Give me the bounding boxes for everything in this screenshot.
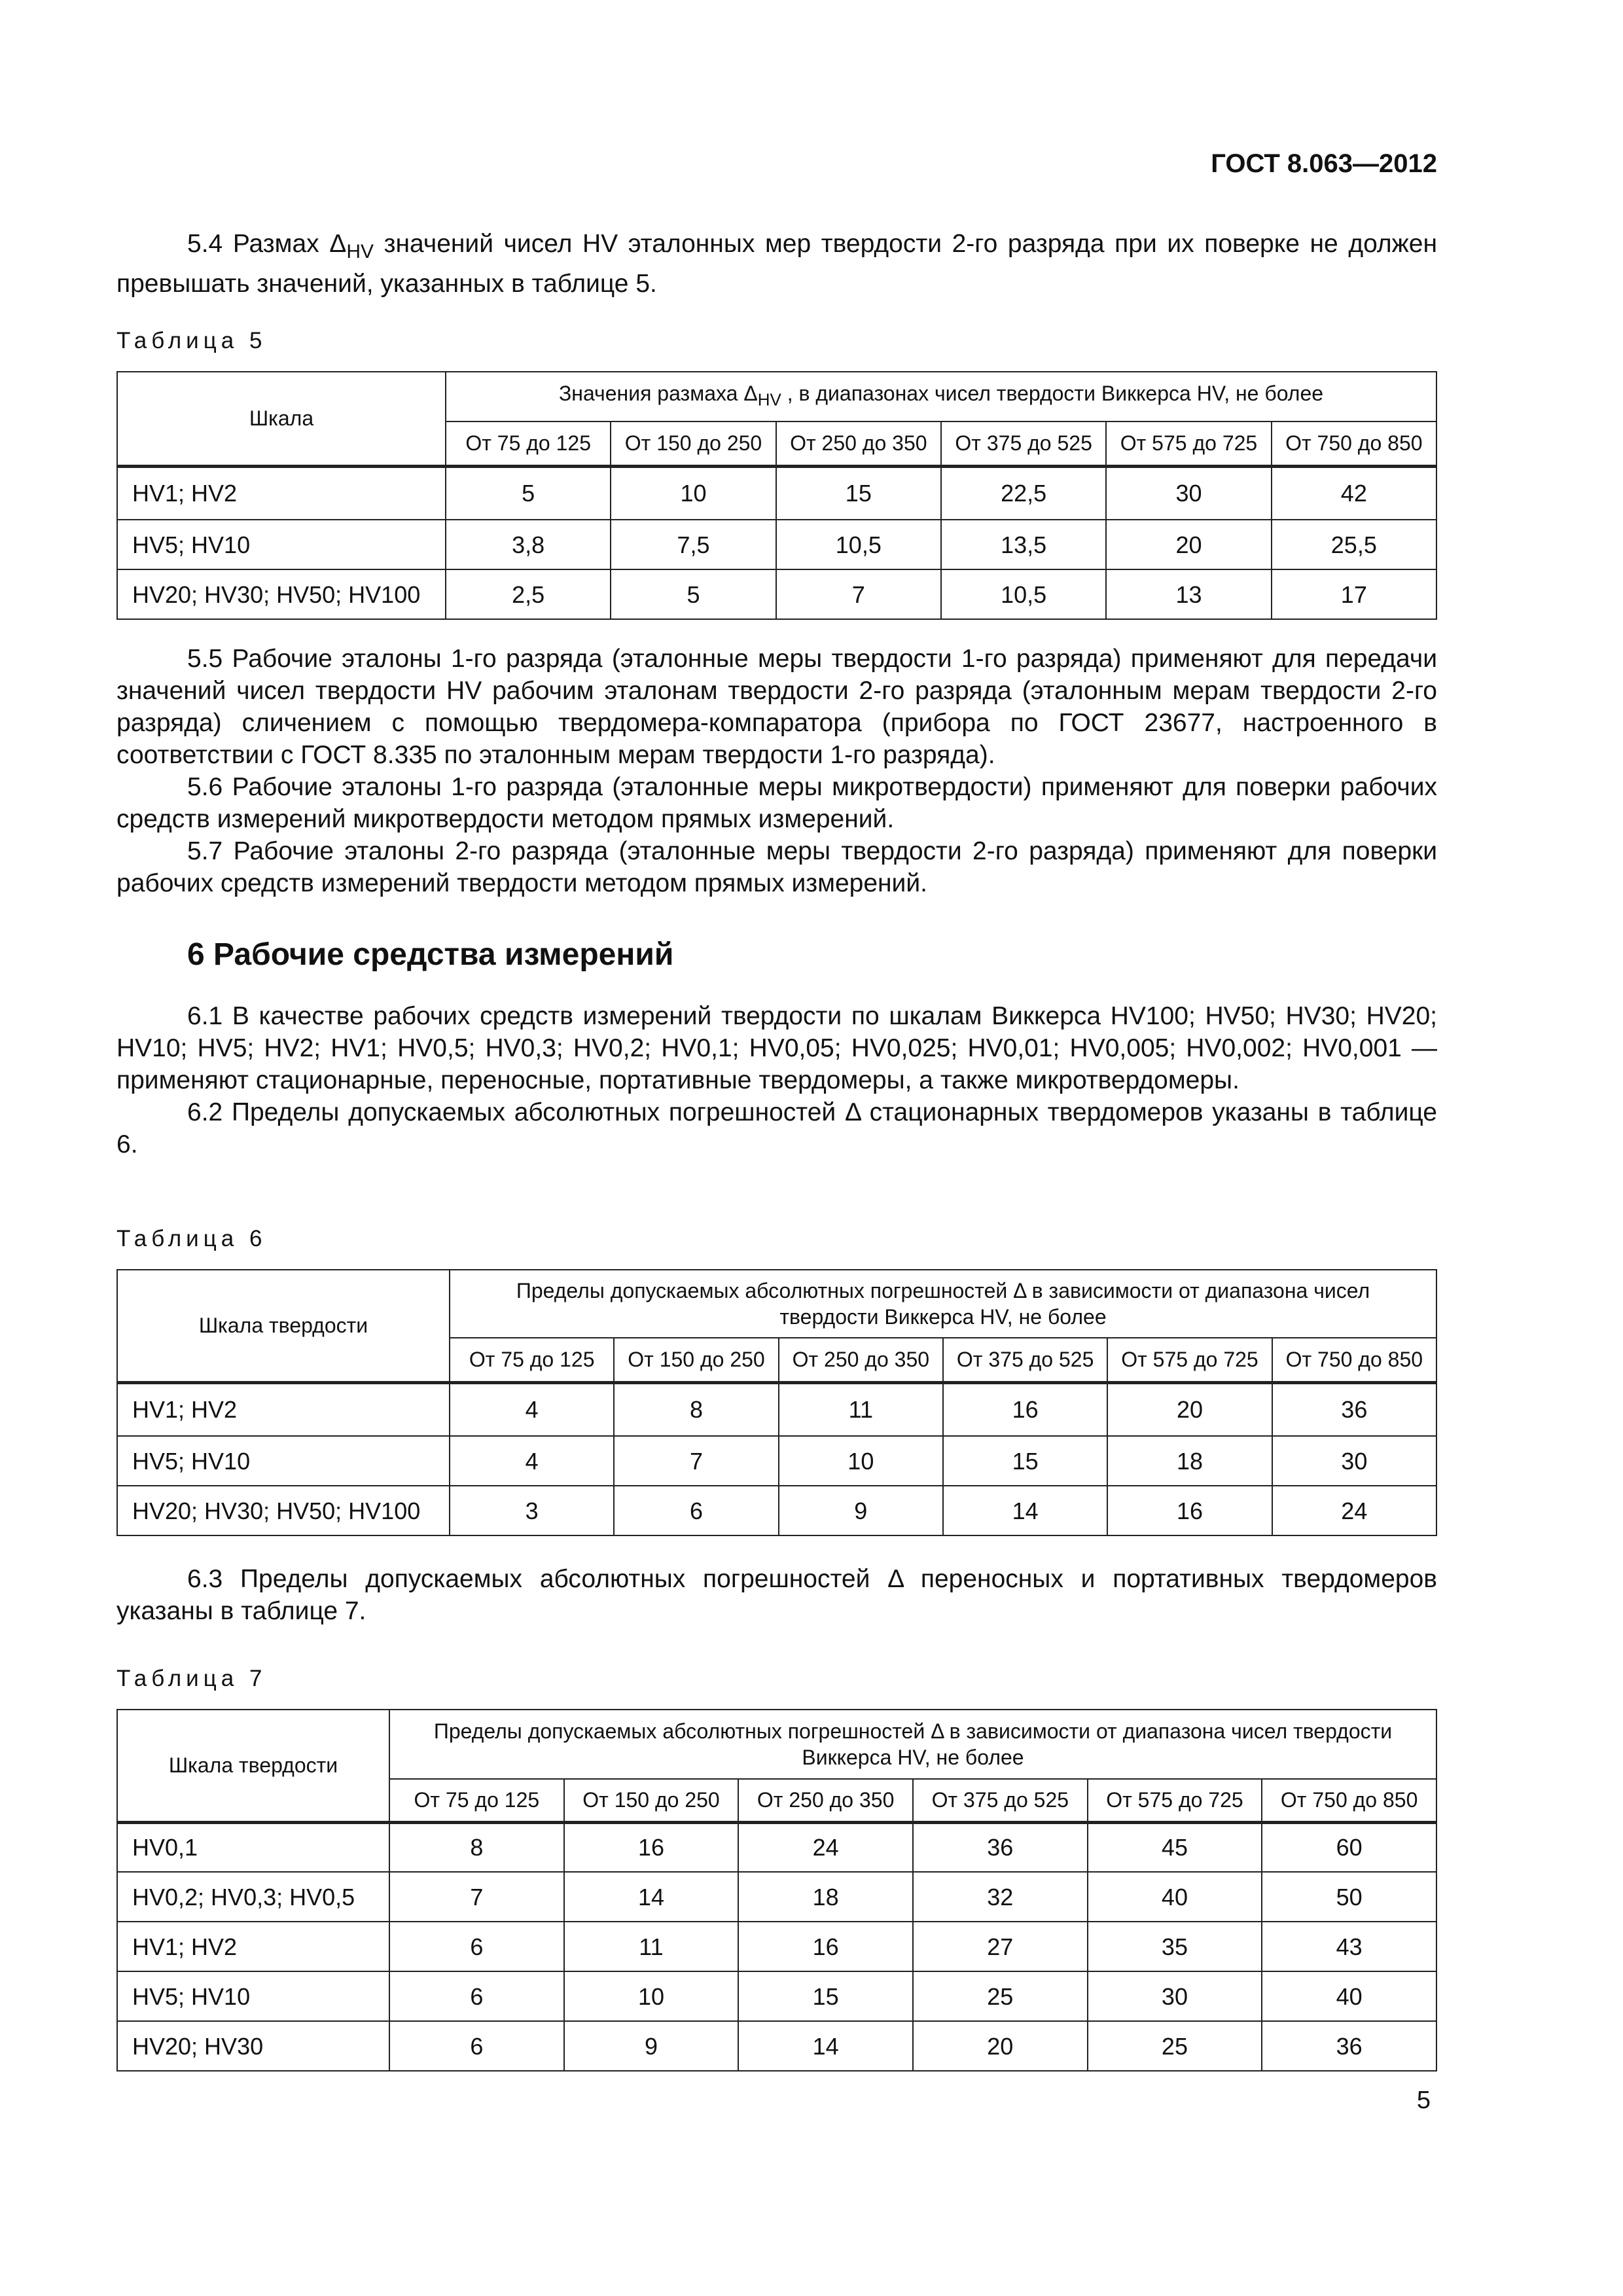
table-cell: 27 <box>913 1922 1088 1971</box>
table-cell: 18 <box>738 1872 913 1922</box>
table-cell: 20 <box>913 2021 1088 2071</box>
table-cell: 6 <box>614 1486 778 1535</box>
table-cell: 10,5 <box>941 569 1106 619</box>
table-cell: 50 <box>1262 1872 1436 1922</box>
table-row <box>117 1822 1436 1872</box>
table-6-group-header: Пределы допускаемых абсолютных погрешностей Δ в зависимости от диапазона чисел твердости Виккерса HV, не более <box>450 1270 1436 1338</box>
table-cell: 60 <box>1262 1822 1436 1872</box>
table-6-range-header: От 750 до 850 <box>1272 1338 1436 1382</box>
table-cell: 7 <box>389 1872 564 1922</box>
delta-symbol: Δ <box>329 230 347 258</box>
table-cell-scale: HV1; HV2 <box>117 1382 450 1436</box>
table-7-group-header: Пределы допускаемых абсолютных погрешностей Δ в зависимости от диапазона чисел твердости Виккерса HV, не более <box>389 1710 1436 1779</box>
table-row <box>117 1382 1436 1436</box>
table-cell: 13,5 <box>941 520 1106 569</box>
table-cell: 7,5 <box>611 520 776 569</box>
table-7-range-header: От 250 до 350 <box>738 1779 913 1822</box>
table-cell: 16 <box>564 1822 739 1872</box>
table-cell: 42 <box>1272 466 1436 520</box>
table-cell-scale: HV0,2; HV0,3; HV0,5 <box>117 1872 389 1922</box>
table-cell: 20 <box>1107 1382 1272 1436</box>
table-cell: 25 <box>913 1971 1088 2021</box>
table-row <box>117 1971 1436 2021</box>
table-cell-scale: HV1; HV2 <box>117 1922 389 1971</box>
table-cell: 9 <box>564 2021 739 2071</box>
table-cell: 6 <box>389 2021 564 2071</box>
table-cell: 45 <box>1088 1822 1262 1872</box>
table-cell: 7 <box>776 569 941 619</box>
table-row <box>117 1486 1436 1535</box>
table-6-range-header: От 150 до 250 <box>614 1338 778 1382</box>
table-cell: 16 <box>943 1382 1107 1436</box>
table-cell: 24 <box>738 1822 913 1872</box>
table-cell: 35 <box>1088 1922 1262 1971</box>
table-7-scale-header: Шкала твердости <box>117 1710 389 1822</box>
paragraphs-5-5-to-5-7 <box>116 643 1437 899</box>
p54-rest: значений чисел HV эталонных мер твердости 2-го разряда при их поверке не должен превышать значений, указанных в таблице 5. <box>116 230 1437 298</box>
delta-subscript: HV <box>346 240 374 262</box>
table-cell: 20 <box>1106 520 1271 569</box>
table-cell-scale: HV20; HV30; HV50; HV100 <box>117 569 446 619</box>
table-6 <box>116 1269 1437 1536</box>
table-cell: 10 <box>564 1971 739 2021</box>
table-cell: 30 <box>1088 1971 1262 2021</box>
table-cell-scale: HV5; HV10 <box>117 1971 389 2021</box>
table-7-range-header: От 375 до 525 <box>913 1779 1088 1822</box>
table-cell: 8 <box>389 1822 564 1872</box>
document-page <box>116 0 1437 2296</box>
table-7-block <box>116 1662 1437 2072</box>
table-cell: 14 <box>564 1872 739 1922</box>
table-6-scale-header: Шкала твердости <box>117 1270 450 1382</box>
table-6-caption: Таблица 6 <box>116 1226 267 1251</box>
table-cell: 4 <box>450 1436 614 1486</box>
paragraph-5-6: 5.6 Рабочие эталоны 1-го разряда (эталонные меры микротвердости) применяют для поверки рабочих средств измерений микротвердости методом прямых измерений. <box>116 773 1437 833</box>
table-cell: 40 <box>1088 1872 1262 1922</box>
table-cell: 10,5 <box>776 520 941 569</box>
table-5-group-header: Значения размаха $\Delta_{HV}$ , в диапазонах чисел твердости Виккерса HV, не более <box>446 372 1436 422</box>
table-cell: 7 <box>614 1436 778 1486</box>
table-cell: 36 <box>913 1822 1088 1872</box>
table-cell: 22,5 <box>941 466 1106 520</box>
table-cell: 6 <box>389 1971 564 2021</box>
table-cell-scale: HV0,1 <box>117 1822 389 1872</box>
table-cell: 14 <box>943 1486 1107 1535</box>
table-cell: 11 <box>779 1382 943 1436</box>
table-cell-scale: HV20; HV30; HV50; HV100 <box>117 1486 450 1535</box>
table-row <box>117 520 1436 569</box>
doc-code-header: ГОСТ 8.063—2012 <box>1211 149 1437 178</box>
table-cell: 24 <box>1272 1486 1436 1535</box>
paragraph-6-3-block <box>116 1563 1437 1627</box>
table-row <box>117 2021 1436 2071</box>
table-7-range-header: От 75 до 125 <box>389 1779 564 1822</box>
section-6-title: 6 Рабочие средства измерений <box>187 937 674 972</box>
table-7 <box>116 1709 1437 2072</box>
p54-prefix: 5.4 Размах <box>187 230 330 258</box>
page-number: 5 <box>1416 2087 1431 2114</box>
table-5-range-header: От 150 до 250 <box>611 422 776 466</box>
paragraph-5-7: 5.7 Рабочие эталоны 2-го разряда (эталонные меры твердости 2-го разряда) применяют для поверки рабочих средств измерений твердости методом прямых измерений. <box>116 837 1437 897</box>
table-cell: 10 <box>779 1436 943 1486</box>
paragraph-6-2: 6.2 Пределы допускаемых абсолютных погрешностей Δ стационарных твердомеров указаны в таблице 6. <box>116 1098 1437 1158</box>
section-6-paragraphs <box>116 1000 1437 1160</box>
table-cell: 16 <box>738 1922 913 1971</box>
paragraph-6-3: 6.3 Пределы допускаемых абсолютных погрешностей Δ переносных и портативных твердомеров указаны в таблице 7. <box>116 1565 1437 1625</box>
table-cell: 5 <box>446 466 611 520</box>
table-cell: 25,5 <box>1272 520 1436 569</box>
table-cell: 17 <box>1272 569 1436 619</box>
table-5-scale-header: Шкала <box>117 372 446 466</box>
table-cell: 11 <box>564 1922 739 1971</box>
table-cell-scale: HV20; HV30 <box>117 2021 389 2071</box>
table-5-caption: Таблица 5 <box>116 328 267 353</box>
table-row <box>117 569 1436 619</box>
table-cell: 36 <box>1272 1382 1436 1436</box>
section-6-heading-block <box>116 939 1437 971</box>
paragraph-5-5: 5.5 Рабочие эталоны 1-го разряда (эталонные меры твердости 1-го разряда) применяют для передачи значений чисел твердости HV рабочим эталонам твердости 2-го разряда (эталонным мерам твердости 2-го разряда) сличением с помощью твердомера-компаратора (прибора по ГОСТ 23677, настроенного в соответствии с ГОСТ 8.335 по эталонным мерам твердости 1-го разряда). <box>116 645 1437 769</box>
table-cell: 25 <box>1088 2021 1262 2071</box>
table-cell: 2,5 <box>446 569 611 619</box>
table-cell: 15 <box>943 1436 1107 1486</box>
table-5-block <box>116 325 1437 620</box>
table-5-range-header: От 750 до 850 <box>1272 422 1436 466</box>
table-cell-scale: HV1; HV2 <box>117 466 446 520</box>
table-cell: 3,8 <box>446 520 611 569</box>
table-6-range-header: От 75 до 125 <box>450 1338 614 1382</box>
table-cell: 15 <box>776 466 941 520</box>
table-cell: 18 <box>1107 1436 1272 1486</box>
table-cell: 40 <box>1262 1971 1436 2021</box>
table-cell: 30 <box>1272 1436 1436 1486</box>
table-row <box>117 1436 1436 1486</box>
table-cell: 32 <box>913 1872 1088 1922</box>
paragraph-6-1: 6.1 В качестве рабочих средств измерений твердости по шкалам Виккерса HV100; HV50; HV30; HV20; HV10; HV5; HV2; HV1; HV0,5; HV0,3; HV0,2; HV0,1; HV0,05; HV0,025; HV0,01; HV0,005; HV0,002; HV0,001 — применяют стационарные, переносные, портативные твердомеры, а также микротвердомеры. <box>116 1002 1437 1094</box>
table-cell: 43 <box>1262 1922 1436 1971</box>
table-7-range-header: От 150 до 250 <box>564 1779 739 1822</box>
table-cell: 14 <box>738 2021 913 2071</box>
table-6-range-header: От 375 до 525 <box>943 1338 1107 1382</box>
table-5 <box>116 371 1437 620</box>
table-6-range-header: От 250 до 350 <box>779 1338 943 1382</box>
table-cell: 3 <box>450 1486 614 1535</box>
table-cell: 6 <box>389 1922 564 1971</box>
table-cell: 9 <box>779 1486 943 1535</box>
table-cell: 13 <box>1106 569 1271 619</box>
table-5-range-header: От 75 до 125 <box>446 422 611 466</box>
table-7-range-header: От 750 до 850 <box>1262 1779 1436 1822</box>
table-cell: 4 <box>450 1382 614 1436</box>
table-cell-scale: HV5; HV10 <box>117 520 446 569</box>
table-row <box>117 466 1436 520</box>
table-7-caption: Таблица 7 <box>116 1666 267 1691</box>
table-5-range-header: От 250 до 350 <box>776 422 941 466</box>
table-cell: 36 <box>1262 2021 1436 2071</box>
table-5-range-header: От 575 до 725 <box>1106 422 1271 466</box>
table-6-range-header: От 575 до 725 <box>1107 1338 1272 1382</box>
paragraph-5-4 <box>116 228 1437 300</box>
table-cell: 10 <box>611 466 776 520</box>
table-5-range-header: От 375 до 525 <box>941 422 1106 466</box>
table-row <box>117 1922 1436 1971</box>
table-cell: 8 <box>614 1382 778 1436</box>
table-6-block <box>116 1223 1437 1536</box>
table-row <box>117 1872 1436 1922</box>
table-cell: 30 <box>1106 466 1271 520</box>
table-cell-scale: HV5; HV10 <box>117 1436 450 1486</box>
table-cell: 5 <box>611 569 776 619</box>
table-cell: 16 <box>1107 1486 1272 1535</box>
table-cell: 15 <box>738 1971 913 2021</box>
table-7-range-header: От 575 до 725 <box>1088 1779 1262 1822</box>
